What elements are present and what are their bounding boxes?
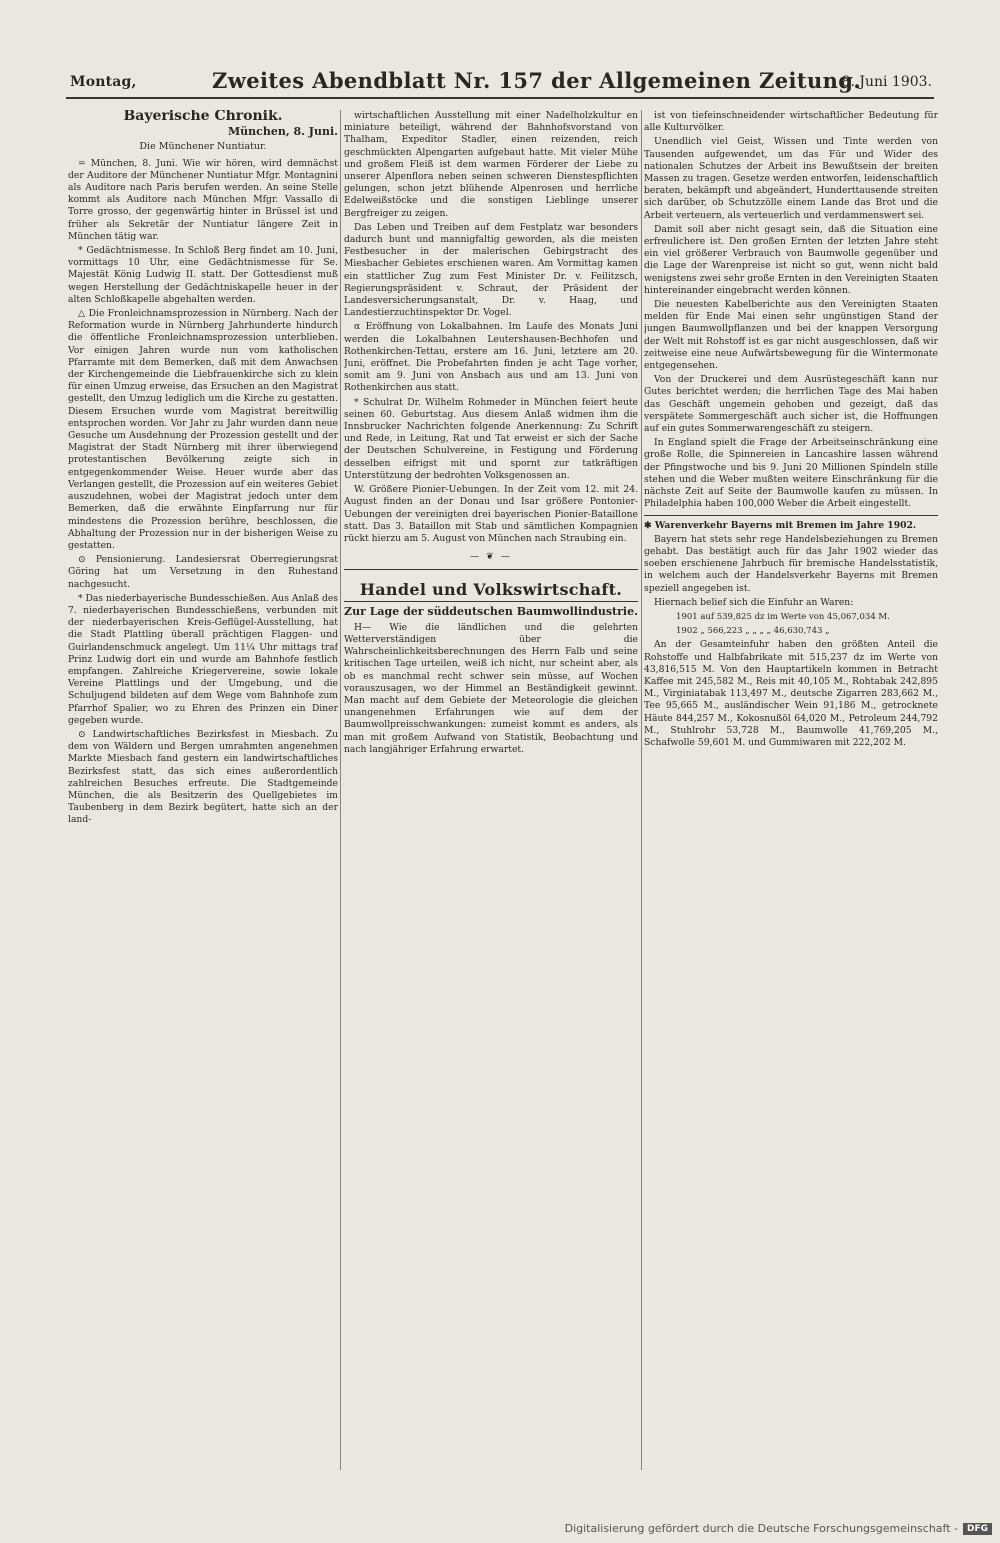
article-paragraph: ⊙ Pensionierung. Landesiersrat Oberregierungsrat Göring hat um Versetzung in den Ruhestand nachgesucht. — [68, 554, 338, 590]
dfg-logo: DFG — [963, 1523, 992, 1535]
ornament-divider: — ❦ — — [470, 551, 512, 563]
masthead-title: Zweites Abendblatt Nr. 157 der Allgemeinen Zeitung. — [212, 68, 862, 93]
article-paragraph: Die neuesten Kabelberichte aus den Vereinigten Staaten melden für Ende Mai einen sehr ungünstigen Stand der jungen Baumwollpflanzen und bei der knappen Versorgung der Welt mit Rohstoff ist es gar nicht ausgeschlossen, daß wir zeitweise eine neue Aufwärtsbewegung für die Wintermonate entgegensehen. — [644, 299, 938, 372]
article-paragraph: Von der Druckerei und dem Ausrüstegeschäft kann nur Gutes berichtet werden; die herrlichen Tage des Mai haben das Geschäft ungemein gehoben und gezeigt, daß das verspätete Sommergeschäft auch sicher ist, die Hoffnungen auf ein gutes Sommerwarengeschäft zu steigern. — [644, 374, 938, 435]
article-paragraph: Unendlich viel Geist, Wissen und Tinte werden von Tausenden aufgewendet, um das Für und Wider des nationalen Schutzes der Arbeit ins Bewußtsein der breiten Massen zu tragen. Gesetze werden entworfen, leidenschaftlich beraten, bekämpft und abgeändert, Hunderttausende streiten sich darüber, ob Schutzzölle einem Lande das Brot und die Arbeit verteuern, als verteuerlich und verdammenswert sei. — [644, 136, 938, 221]
article-paragraph: ist von tiefeinschneidender wirtschaftlicher Bedeutung für alle Kulturvölker. — [644, 110, 938, 134]
article-paragraph: △ Die Fronleichnamsprozession in Nürnberg. Nach der Reformation wurde in Nürnberg Jahrhunderte hindurch die öffentliche Fronleichnamsprozession unterblieben. Vor einigen Jahren wurde nun vom katholischen Pfarramte mit dem Bemerken, daß mit dem Anwachsen der Kirchengemeinde die Liebfrauenkirche sich zu klein für einen Umzug erweise, das Ersuchen an den Magistrat gestellt, den Umzug lediglich um die Kirche zu gestatten. Diesem Ersuchen wurde vom Magistrat bereitwillig entsprochen worden. Vor Jahr zu Jahr wurden dann neue Gesuche um Ausdehnung der Prozession gestellt und der Magistrat der Stadt Nürnberg mit ihrer überwiegend protestantischen Bevölkerung zeigte sich in entgegenkommender Weise. Heuer wurde aber das Verlangen gestellt, die Prozession auf ein weiteres Gebiet auszudehnen, wobei der Magistrat jedoch unter dem Bemerken, daß die erwähnte Einpfarrung nur für mindestens die Prozession berühre, beschlossen, die Abhaltung der Prozession nur in der bisherigen Weise zu gestatten. — [68, 308, 338, 551]
article-subheading: Die Münchener Nuntiatur. — [139, 141, 267, 153]
masthead-day: Montag, — [70, 74, 137, 90]
article-paragraph: In England spielt die Frage der Arbeitseinschränkung eine große Rolle, die Spinnereien in Lancashire lassen während der Pfingstwoche und bis 9. Juni 20 Millionen Spindeln stille stehen und die Weber mußten weitere Einschränkung für die nächste Zeit auf Seite der Baumwolle kaufen zu müssen. In Philadelphia haben 100,000 Weber die Arbeit eingestellt. — [644, 437, 938, 510]
article-paragraph: An der Gesamteinfuhr haben den größten Anteil die Rohstoffe und Halbfabrikate mit 515,237 dz im Werte von 43,816,515 M. Von den Hauptartikeln kommen in Betracht Kaffee mit 245,582 M., Reis mit 40,105 M., Rohtabak 242,895 M., Virginiatabak 113,497 M., deutsche Zigarren 283,662 M., Tee 95,665 M., ausländischer Wein 91,186 M., getrocknete Häute 844,257 M., Kokosnußöl 64,020 M., Petroleum 244,792 M., Stuhlrohr 53,728 M., Baumwolle 41,769,205 M., Schafwolle 59,601 M. und Gummiwaren mit 222,202 M. — [644, 639, 938, 748]
column-divider — [340, 110, 341, 1470]
digitization-footer — [565, 1522, 992, 1535]
column-2 — [344, 110, 638, 1480]
article-paragraph: Das Leben und Treiben auf dem Festplatz war besonders dadurch bunt und mannigfaltig geworden, als die meisten Festbesucher in der malerischen Gebirgstracht des Miesbacher Gebietes erschienen waren. Am Vormittag kamen ein stattlicher Zug zum Fest Minister Dr. v. Feilitzsch, Regierungspräsident v. Schraut, der Präsident der Landesversicherungsanstalt, Dr. v. Haag, und Landestierzuchtinspektor Dr. Vogel. — [344, 221, 638, 319]
dateline: München, 8. Juni. — [227, 125, 338, 139]
column-divider — [641, 110, 642, 1470]
table-row: 1902 „ 566,223 „ „ „ „ 46,630,743 „ — [676, 626, 830, 637]
chronicle-heading: Bayerische Chronik. — [123, 110, 283, 124]
masthead-rule — [66, 97, 934, 99]
article-paragraph: ⊙ Landwirtschaftliches Bezirksfest in Miesbach. Zu dem von Wäldern und Bergen umrahmten angenehmen Markte Miesbach fand gestern ein landwirtschaftliches Bezirksfest statt, das sich eines außerordentlich zahlreichen Besuches erfreute. Die Stadtgemeinde München, die als Besitzerin des Quellgebietes im Taubenberg in dem Bezirk begütert, hatte sich an der land- — [68, 728, 338, 826]
table-row: 1901 auf 539,825 dz im Werte von 45,067,034 M. — [676, 611, 890, 622]
article-paragraph: wirtschaftlichen Ausstellung mit einer Nadelholzkultur en miniature beteiligt, während der Bahnhofsvorstand von Thalham, Expeditor Stadler, einen reizenden, reich geschmückten Alpengarten aufgebaut hatte. Mit vieler Mühe und großem Fleiß ist dem warmen Förderer der Liebe zu unserer Alpenflora neben seinen schweren Dienstespflichten gelungen, schon jetzt blühende Alpenrosen und herrliche Edelweißstöcke und die sonstigen Lieblinge unserer Bergfreiger zu zeigen. — [344, 110, 638, 219]
article-paragraph: H— Wie die ländlichen und die gelehrten Wetterverständigen über die Wahrscheinlichkeitsberechnungen des Herrn Falb und seine kritischen Tage urteilen, weiß ich nicht, nur scheint aber, als ob es manchmal recht schwer sein müsse, auf Wochen vorauszusagen, wo der Himmel an Beständigkeit gewinnt. Man macht auf dem Gebiete der Meteorologie die gleichen unangenehmen Erfahrungen wie auf dem der Baumwollpreisschwankungen: zumeist kommt es anders, als man mit großem Aufwand von Statistik, Beobachtung und nach langjähriger Erfahrung erwartet. — [344, 621, 638, 755]
article-paragraph: * Das niederbayerische Bundesschießen. Aus Anlaß des 7. niederbayerischen Bundesschießens, verbunden mit der niederbayerischen Kreis-Geflügel-Ausstellung, hat die Stadt Plattling überall prächtigen Flaggen- und Guirlandenschmuck angelegt. Um 11¼ Uhr mittags traf Prinz Ludwig dort ein und wurde am Bahnhofe festlich empfangen. Zahlreiche Kriegervereine, sowie lokale Vereine Plattlings und der Umgebung, und die Schuljugend bildeten auf dem Wege vom Bahnhofe zum Pfarrhof Spalier, wo zu Ehren des Prinzen ein Diner gegeben wurde. — [68, 592, 338, 726]
article-paragraph: * Gedächtnismesse. In Schloß Berg findet am 10. Juni, vormittags 10 Uhr, eine Gedächtnismesse für Se. Majestät König Ludwig II. statt. Der Gottesdienst muß wegen Herstellung der Gedächtniskapelle heuer in der alten Schloßkapelle abgehalten werden. — [68, 245, 338, 305]
article-paragraph: = München, 8. Juni. Wie wir hören, wird demnächst der Auditore der Münchener Nuntiatur Mfgr. Montagnini als Auditore nach Paris berufen werden. An seine Stelle kommt als Auditore nach München Mfgr. Vassallo di Torre grosso, der gegenwärtig hinter in Brüssel ist und früher als Sekretär der Nuntiatur längere Zeit in München tätig war. — [68, 157, 338, 242]
masthead-date: 8. Juni 1903. — [841, 74, 932, 90]
section-rule — [344, 601, 638, 602]
column-1 — [68, 110, 338, 1480]
footer-text: Digitalisierung gefördert durch die Deutsche Forschungsgemeinschaft - — [564, 1522, 958, 1535]
article-paragraph: α Eröffnung von Lokalbahnen. Im Laufe des Monats Juni werden die Lokalbahnen Leutershausen-Bechhofen und Rothenkirchen-Tettau, erstere am 16. Juni, letztere am 20. Juni, eröffnet. Die Probefahrten finden je acht Tage vorher, somit am 9. Juni von Ansbach aus und am 13. Juni von Rothenkirchen aus statt. — [344, 321, 638, 394]
article-paragraph: Hiernach belief sich die Einfuhr an Waren: — [654, 596, 854, 608]
article-paragraph: Bayern hat stets sehr rege Handelsbeziehungen zu Bremen gehabt. Das bestätigt auch für das Jahr 1902 wieder das soeben erschienene Jahrbuch für bremische Handelsstatistik, in welchem auch der Handelsverkehr Bayerns mit Bremen speziell angegeben ist. — [644, 533, 938, 594]
article-paragraph: * Schulrat Dr. Wilhelm Rohmeder in München feiert heute seinen 60. Geburtstag. Aus diesem Anlaß widmen ihm die Innsbrucker Nachrichten folgende Anerkennung: Zu Schrift und Rede, in Leitung, Rat und Tat erweist er sich der Sache der Deutschen Schulvereine, in Festigung und Förderung desselben eifrigst mit und spornt zur tatkräftigen Unterstützung der bedrohten Volksgenossen an. — [344, 396, 638, 481]
section-rule — [644, 515, 938, 516]
section-heading: Handel und Volkswirtschaft. — [359, 580, 623, 600]
article-paragraph: Damit soll aber nicht gesagt sein, daß die Situation eine erfreulichere ist. Den großen Ernten der letzten Jahre steht ein viel größerer Verbrauch von Baumwolle gegenüber und die Lage der Warenpreise ist nicht so gut, wenn nicht bald wenigstens zwei sehr große Ernten in den Vereinigten Staaten hintereinander eingebracht werden können. — [644, 223, 938, 296]
article-paragraph: W. Größere Pionier-Uebungen. In der Zeit vom 12. mit 24. August finden an der Donau und Isar größere Pontonier-Uebungen der vereinigten drei bayerischen Pionier-Bataillone statt. Das 3. Bataillon mit Stab und sämtlichen Kompagnien rückt hierzu am 5. August von München nach Straubing ein. — [344, 484, 638, 544]
article-title: Zur Lage der süddeutschen Baumwollindustrie. — [344, 604, 638, 618]
article-heading: ✱ Warenverkehr Bayerns mit Bremen im Jahre 1902. — [644, 519, 917, 531]
column-3 — [644, 110, 938, 1480]
section-rule — [344, 569, 638, 570]
